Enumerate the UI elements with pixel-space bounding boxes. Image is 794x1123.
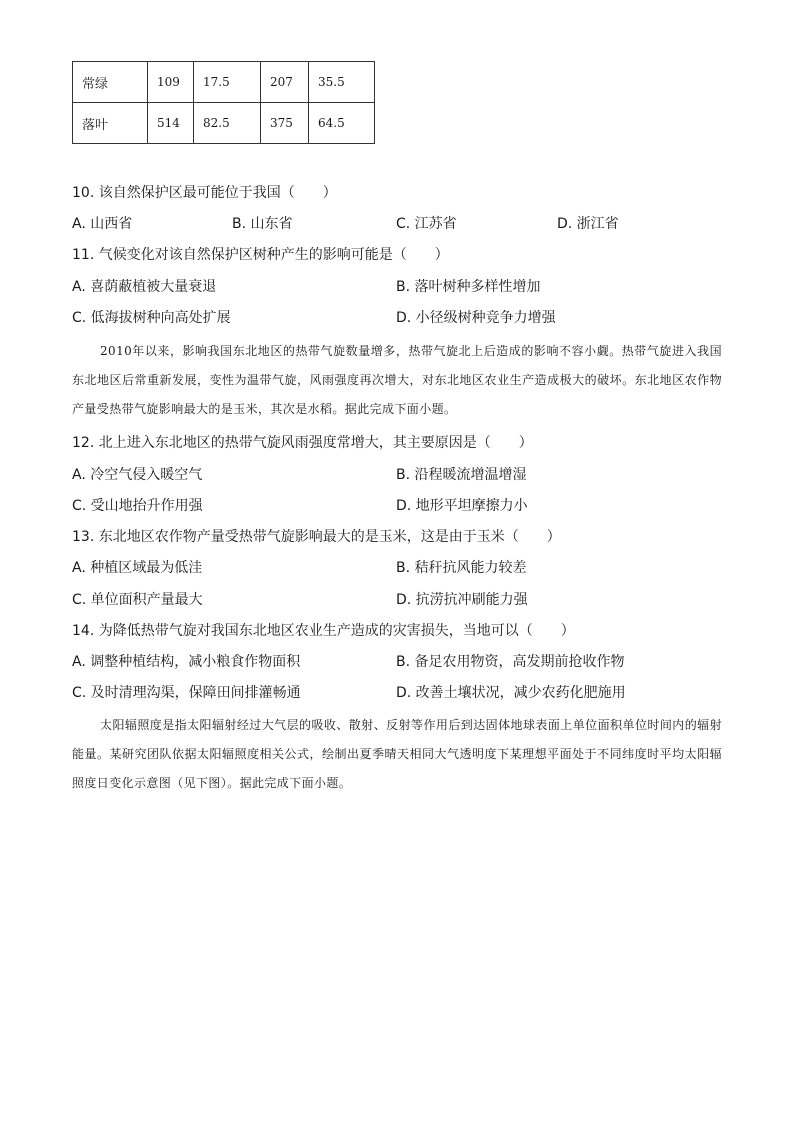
question-12-option-b: B. 沿程暖流增温增湿 xyxy=(396,467,527,483)
question-12-stem: 12. 北上进入东北地区的热带气旋风雨强度常增大，其主要原因是（ ） xyxy=(72,435,533,451)
table-cell: 64.5 xyxy=(309,103,375,144)
question-14-option-b: B. 备足农用物资，高发期前抢收作物 xyxy=(396,654,625,670)
table-row xyxy=(73,62,375,103)
table-cell: 82.5 xyxy=(194,103,261,144)
table-cell: 常绿 xyxy=(73,62,148,103)
table-cell: 落叶 xyxy=(73,103,148,144)
table-row xyxy=(73,103,375,144)
table-cell: 109 xyxy=(148,62,194,103)
question-12-option-c: C. 受山地抬升作用强 xyxy=(72,498,203,514)
question-12-option-d: D. 地形平坦摩擦力小 xyxy=(396,498,528,514)
table-cell: 207 xyxy=(261,62,309,103)
passage-solar-irradiance: 太阳辐照度是指太阳辐射经过大气层的吸收、散射、反射等作用后到达固体地球表面上单位面积单位时间内的辐射能量。某研究团队依据太阳辐照度相关公式，绘制出夏季晴天相同大气透明度下某理想平面处于不同纬度时平均太阳辐照度日变化示意图（见下图）。据此完成下面小题。 xyxy=(72,718,722,790)
passage-tropical-cyclone: 2010年以来，影响我国东北地区的热带气旋数量增多，热带气旋北上后造成的影响不容小觑。热带气旋进入我国东北地区后常重新发展，变性为温带气旋，风雨强度再次增大，对东北地区农业生产造成极大的破坏。东北地区农作物产量受热带气旋影响最大的是玉米，其次是水稻。据此完成下面小题。 xyxy=(72,344,722,416)
question-10-option-b: B. 山东省 xyxy=(232,216,293,232)
table-cell: 375 xyxy=(261,103,309,144)
table-cell: 514 xyxy=(148,103,194,144)
question-14-option-a: A. 调整种植结构，减小粮食作物面积 xyxy=(72,654,301,670)
question-12-option-a: A. 冷空气侵入暖空气 xyxy=(72,467,203,483)
question-10-option-c: C. 江苏省 xyxy=(396,216,457,232)
question-13-option-b: B. 秸秆抗风能力较差 xyxy=(396,560,527,576)
question-10-option-a: A. 山西省 xyxy=(72,216,133,232)
question-13-option-c: C. 单位面积产量最大 xyxy=(72,592,203,608)
question-10-stem: 10. 该自然保护区最可能位于我国（ ） xyxy=(72,185,337,201)
question-11-option-a: A. 喜荫蔽植被大量衰退 xyxy=(72,279,217,295)
question-13-option-a: A. 种植区域最为低洼 xyxy=(72,560,203,576)
question-13-stem: 13. 东北地区农作物产量受热带气旋影响最大的是玉米，这是由于玉米（ ） xyxy=(72,529,561,545)
question-10-option-d: D. 浙江省 xyxy=(557,216,619,232)
question-11-option-c: C. 低海拔树种向高处扩展 xyxy=(72,310,231,326)
table-cell: 35.5 xyxy=(309,62,375,103)
table-cell: 17.5 xyxy=(194,62,261,103)
question-14-option-c: C. 及时清理沟渠，保障田间排灌畅通 xyxy=(72,685,301,701)
question-11-option-d: D. 小径级树种竞争力增强 xyxy=(396,310,556,326)
tree-species-table xyxy=(72,61,375,144)
question-14-stem: 14. 为降低热带气旋对我国东北地区农业生产造成的灾害损失，当地可以（ ） xyxy=(72,623,575,639)
question-11-stem: 11. 气候变化对该自然保护区树种产生的影响可能是（ ） xyxy=(72,247,449,263)
question-14-option-d: D. 改善土壤状况，减少农药化肥施用 xyxy=(396,685,626,701)
question-11-option-b: B. 落叶树种多样性增加 xyxy=(396,279,541,295)
question-13-option-d: D. 抗涝抗冲刷能力强 xyxy=(396,592,528,608)
